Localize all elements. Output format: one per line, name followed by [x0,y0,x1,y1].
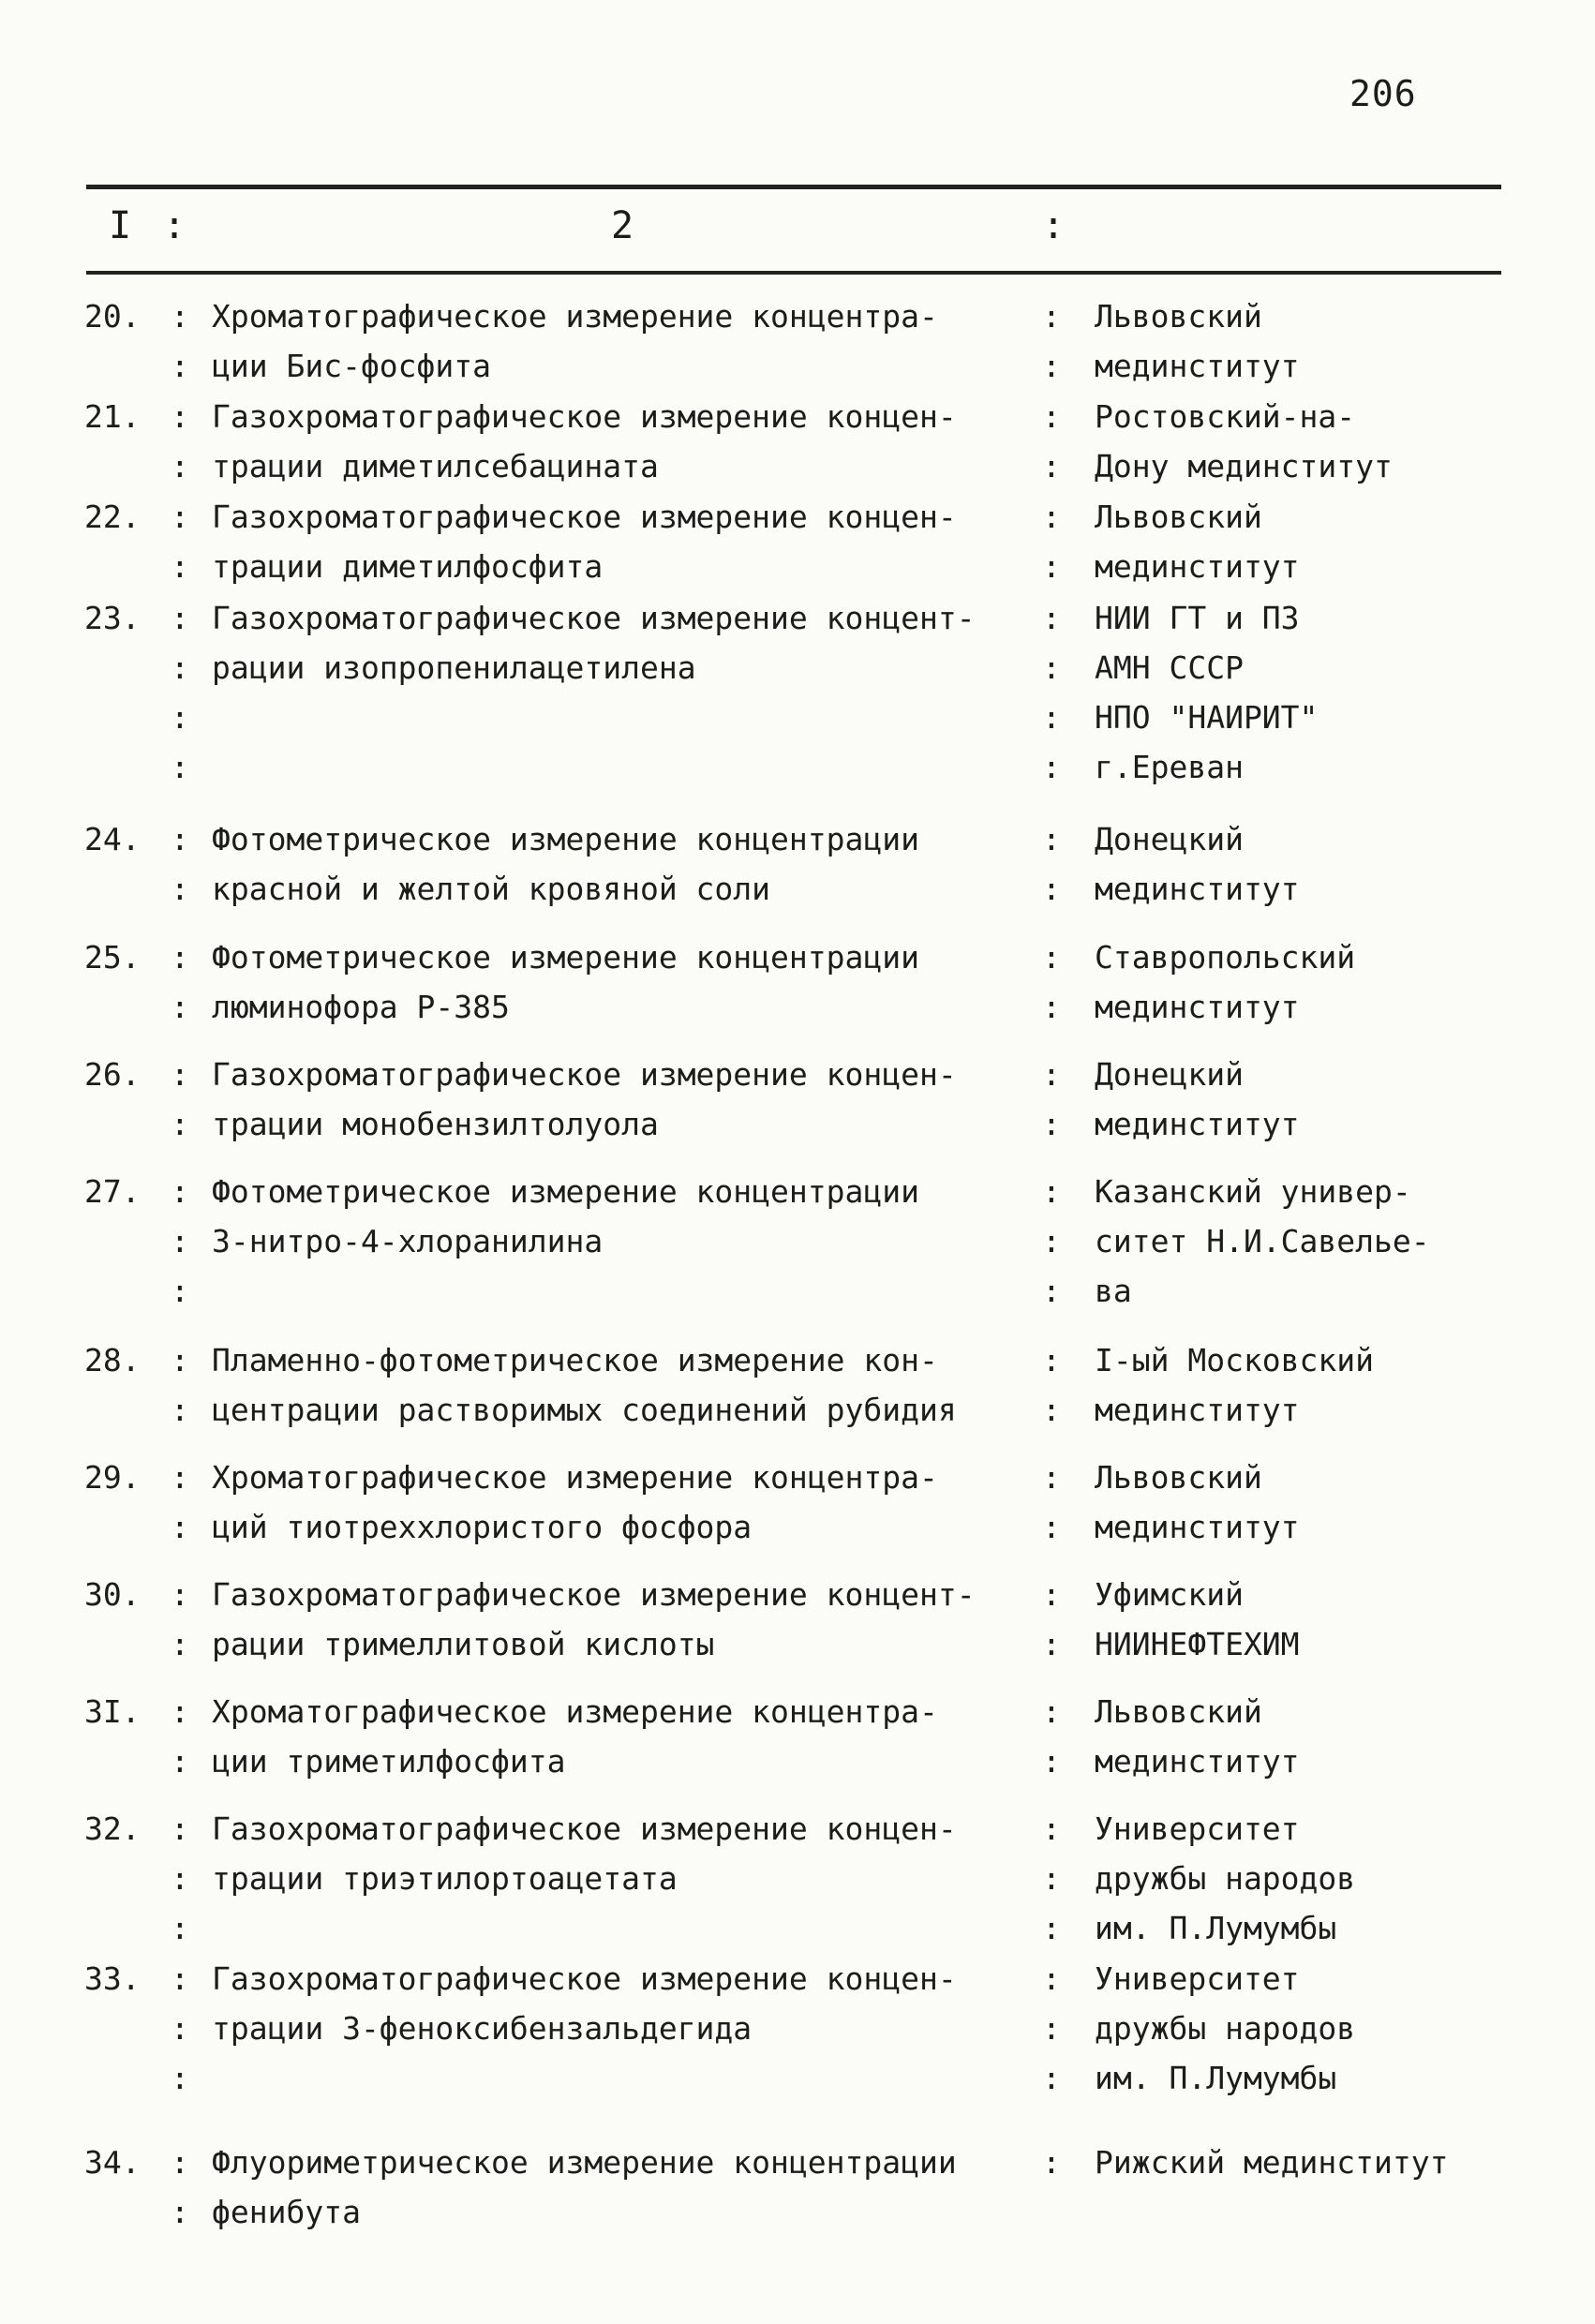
institution-name: Университет [1095,1960,1300,1997]
entry-number: 34. [84,2144,141,2181]
row-line [0,1860,1595,1907]
column-separator: : [171,348,189,384]
institution-name: ситет Н.И.Савелье- [1095,1223,1430,1259]
column-separator: : [1042,1626,1061,1662]
entry-number: 20. [84,298,141,335]
row-line [0,1106,1595,1153]
institution-name: НИИ ГТ и ПЗ [1095,600,1300,636]
column-separator: : [1042,1342,1061,1378]
row-line [0,1056,1595,1103]
method-description: Газохроматографическое измерение концен- [212,1056,957,1093]
method-description: Фотометрическое измерение концентрации [212,939,919,976]
entry-number: 26. [84,1056,141,1093]
row-line [0,1223,1595,1270]
column-separator: : [1042,1693,1061,1730]
column-separator: : [1042,1743,1061,1780]
method-description: трации диметилсебацината [212,448,659,484]
method-description: фенибута [212,2194,361,2230]
institution-name: I-ый Московский [1095,1342,1375,1378]
institution-name: Дону мединститут [1095,448,1393,484]
institution-name: Львовский [1095,499,1262,535]
row-line [0,1693,1595,1740]
column-separator: : [171,989,189,1025]
institution-name: мединститут [1095,348,1300,384]
method-description: 3-нитро-4-хлоранилина [212,1223,604,1259]
column-separator: : [171,600,189,636]
method-description: центрации растворимых соединений рубидия [212,1392,957,1428]
method-description: красной и желтой кровяной соли [212,871,771,907]
column-separator: : [1042,1459,1061,1496]
institution-name: Ростовский-на- [1095,398,1356,435]
institution-name: мединститут [1095,1106,1300,1142]
column-separator: : [1042,1860,1061,1897]
row-line [0,699,1595,746]
row-line [0,1173,1595,1220]
column-separator: : [171,1693,189,1730]
header-col1: I [109,204,132,247]
page-number: 206 [1349,73,1417,114]
column-separator: : [171,1743,189,1780]
row-line [0,989,1595,1035]
institution-name: дружбы народов [1095,1860,1356,1897]
header-separator-2: : [1042,204,1066,247]
method-description: трации монобензилтолуола [212,1106,659,1142]
column-separator: : [1042,1056,1061,1093]
header-separator-1: : [163,204,186,247]
institution-name: дружбы народов [1095,2010,1356,2047]
column-separator: : [171,1273,189,1309]
column-separator: : [1042,699,1061,736]
row-line [0,939,1595,986]
institution-name: мединститут [1095,1392,1300,1428]
institution-name: Университет [1095,1810,1300,1847]
entry-number: 25. [84,939,141,976]
method-description: ций тиотреххлористого фосфора [212,1509,753,1545]
column-separator: : [1042,649,1061,686]
row-line [0,2144,1595,2191]
institution-name: АМН СССР [1095,649,1244,686]
column-separator: : [1042,1392,1061,1428]
row-line [0,1810,1595,1857]
method-description: Газохроматографическое измерение концент- [212,600,976,636]
column-separator: : [171,448,189,484]
column-separator: : [1042,600,1061,636]
column-separator: : [171,1576,189,1613]
institution-name: Львовский [1095,1459,1262,1496]
institution-name: НПО "НАИРИТ" [1095,699,1319,736]
entry-number: 33. [84,1960,141,1997]
column-separator: : [171,298,189,335]
column-separator: : [171,1173,189,1210]
column-separator: : [1042,821,1061,857]
column-separator: : [1042,1810,1061,1847]
column-separator: : [1042,2060,1061,2096]
row-line [0,2010,1595,2057]
method-description: ции триметилфосфита [212,1743,566,1780]
row-line [0,749,1595,796]
column-separator: : [171,821,189,857]
entry-number: 3I. [84,1693,141,1730]
column-separator: : [171,1342,189,1378]
institution-name: Казанский универ- [1095,1173,1411,1210]
entry-number: 28. [84,1342,141,1378]
row-line [0,1342,1595,1389]
header-col2: 2 [611,204,634,247]
column-separator: : [1042,1576,1061,1613]
institution-name: Рижский мединститут [1095,2144,1449,2181]
method-description: трации 3-феноксибензальдегида [212,2010,753,2047]
institution-name: ва [1095,1273,1132,1309]
method-description: Фотометрическое измерение концентрации [212,1173,919,1210]
column-separator: : [1042,939,1061,976]
method-description: Хроматографическое измерение концентра- [212,1693,938,1730]
column-separator: : [171,749,189,785]
row-line [0,871,1595,917]
row-line [0,1960,1595,2007]
column-separator: : [1042,1223,1061,1259]
column-separator: : [171,1626,189,1662]
entry-number: 22. [84,499,141,535]
row-line [0,600,1595,647]
column-separator: : [171,1223,189,1259]
row-line [0,1273,1595,1319]
column-separator: : [1042,1509,1061,1545]
column-separator: : [171,2144,189,2181]
column-separator: : [1042,298,1061,335]
row-line [0,548,1595,595]
column-separator: : [1042,348,1061,384]
column-separator: : [1042,1910,1061,1946]
row-line [0,1743,1595,1790]
row-line [0,499,1595,545]
method-description: Хроматографическое измерение концентра- [212,1459,938,1496]
column-separator: : [171,939,189,976]
method-description: Газохроматографическое измерение концен- [212,1810,957,1847]
column-separator: : [1042,448,1061,484]
column-separator: : [1042,2010,1061,2047]
column-separator: : [1042,499,1061,535]
column-separator: : [1042,1960,1061,1997]
method-description: Газохроматографическое измерение концен- [212,398,957,435]
institution-name: им. П.Лумумбы [1095,2060,1337,2096]
column-separator: : [171,1960,189,1997]
row-line [0,821,1595,868]
row-line [0,448,1595,495]
column-separator: : [171,649,189,686]
column-separator: : [171,1810,189,1847]
method-description: Фотометрическое измерение концентрации [212,821,919,857]
header-rule [86,271,1501,275]
institution-name: Донецкий [1095,1056,1244,1093]
method-description: рации тримеллитовой кислоты [212,1626,715,1662]
column-separator: : [171,699,189,736]
top-rule [86,185,1501,189]
column-separator: : [171,1860,189,1897]
entry-number: 32. [84,1810,141,1847]
method-description: Хроматографическое измерение концентра- [212,298,938,335]
column-separator: : [171,1106,189,1142]
entry-number: 27. [84,1173,141,1210]
column-separator: : [171,398,189,435]
method-description: трации диметилфосфита [212,548,604,585]
column-separator: : [171,1910,189,1946]
row-line [0,2194,1595,2241]
entry-number: 24. [84,821,141,857]
column-separator: : [171,2194,189,2230]
institution-name: мединститут [1095,1743,1300,1780]
institution-name: мединститут [1095,871,1300,907]
row-line [0,1392,1595,1438]
row-line [0,2060,1595,2107]
method-description: рации изопропенилацетилена [212,649,696,686]
entry-number: 21. [84,398,141,435]
column-separator: : [171,2060,189,2096]
column-separator: : [1042,1173,1061,1210]
column-separator: : [1042,1273,1061,1309]
column-separator: : [171,1392,189,1428]
method-description: Газохроматографическое измерение концен- [212,499,957,535]
column-separator: : [171,548,189,585]
column-separator: : [1042,2144,1061,2181]
row-line [0,1576,1595,1623]
institution-name: г.Ереван [1095,749,1244,785]
row-line [0,1459,1595,1506]
institution-name: Львовский [1095,298,1262,335]
row-line [0,398,1595,445]
column-separator: : [1042,398,1061,435]
institution-name: Львовский [1095,1693,1262,1730]
entry-number: 30. [84,1576,141,1613]
column-separator: : [171,499,189,535]
row-line [0,1509,1595,1556]
entry-number: 29. [84,1459,141,1496]
column-separator: : [1042,989,1061,1025]
row-line [0,1910,1595,1957]
method-description: Флуориметрическое измерение концентрации [212,2144,957,2181]
institution-name: мединститут [1095,989,1300,1025]
method-description: ции Бис-фосфита [212,348,492,384]
institution-name: Ставропольский [1095,939,1356,976]
row-line [0,649,1595,696]
column-separator: : [171,871,189,907]
method-description: люминофора Р-385 [212,989,510,1025]
institution-name: Уфимский [1095,1576,1244,1613]
column-separator: : [171,1509,189,1545]
column-separator: : [1042,749,1061,785]
column-separator: : [171,2010,189,2047]
column-separator: : [1042,1106,1061,1142]
institution-name: НИИНЕФТЕХИМ [1095,1626,1300,1662]
method-description: Пламенно-фотометрическое измерение кон- [212,1342,938,1378]
row-line [0,298,1595,345]
row-line [0,1626,1595,1673]
method-description: трации триэтилортоацетата [212,1860,678,1897]
institution-name: им. П.Лумумбы [1095,1910,1337,1946]
institution-name: Донецкий [1095,821,1244,857]
column-separator: : [1042,548,1061,585]
method-description: Газохроматографическое измерение концен- [212,1960,957,1997]
column-separator: : [171,1459,189,1496]
institution-name: мединститут [1095,1509,1300,1545]
column-separator: : [171,1056,189,1093]
column-separator: : [1042,871,1061,907]
entry-number: 23. [84,600,141,636]
method-description: Газохроматографическое измерение концент- [212,1576,976,1613]
row-line [0,348,1595,395]
institution-name: мединститут [1095,548,1300,585]
